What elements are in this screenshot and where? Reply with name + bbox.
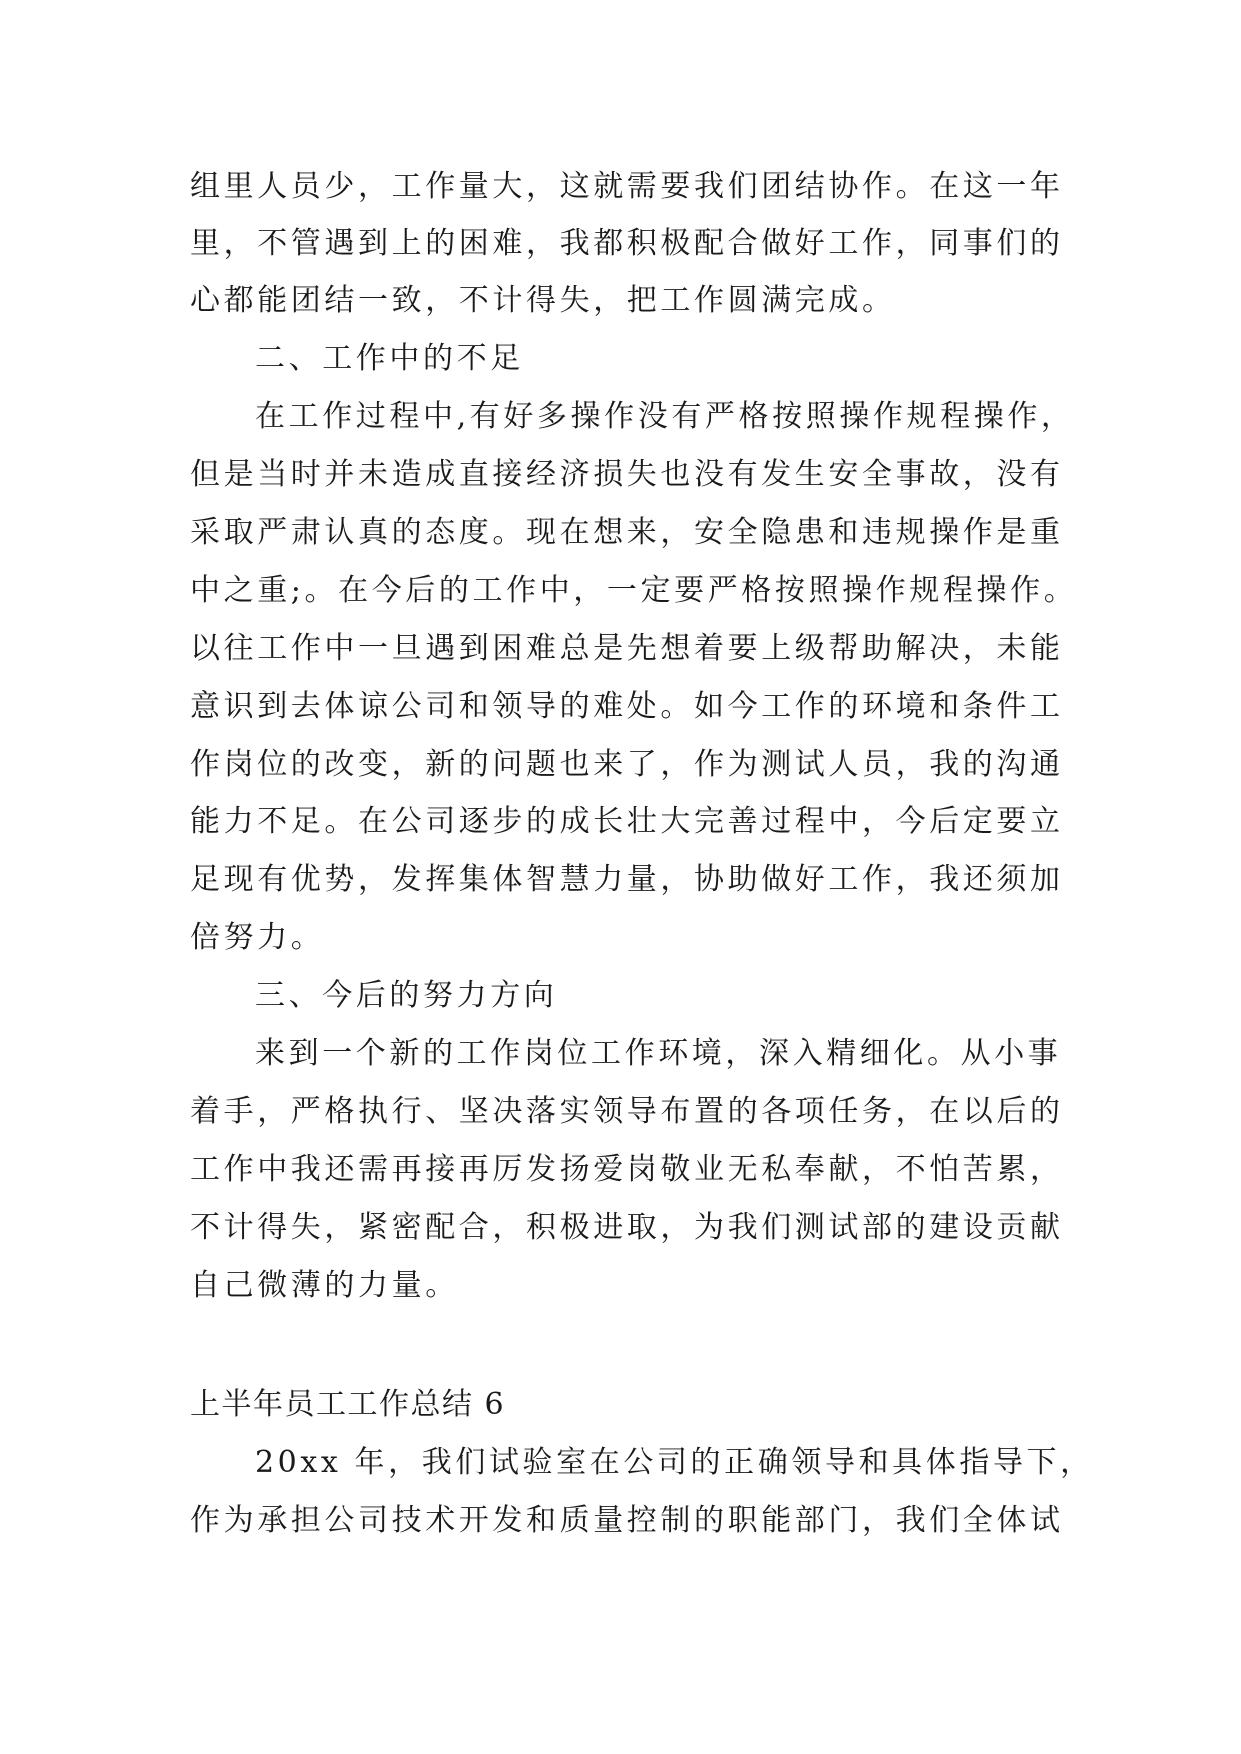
paragraph-line: 以往工作中一旦遇到困难总是先想着要上级帮助解决，未能 xyxy=(190,631,1064,666)
paragraph-line: 意识到去体谅公司和领导的难处。如今工作的环境和条件工 xyxy=(190,689,1064,724)
paragraph-line: 心都能团结一致，不计得失，把工作圆满完成。 xyxy=(190,283,896,318)
paragraph-line: 倍努力。 xyxy=(190,920,325,955)
paragraph-line: 来到一个新的工作岗位工作环境，深入精细化。从小事 xyxy=(255,1036,1062,1071)
paragraph-line: 作岗位的改变，新的问题也来了，作为测试人员，我的沟通 xyxy=(190,747,1064,782)
paragraph-line: 在工作过程中,有好多操作没有严格按照操作规程操作， xyxy=(255,399,1075,434)
section-heading: 二、工作中的不足 xyxy=(255,341,524,376)
paragraph-line: 采取严肃认真的态度。现在想来，安全隐患和违规操作是重 xyxy=(190,515,1064,550)
paragraph-line: 能力不足。在公司逐步的成长壮大完善过程中，今后定要立 xyxy=(190,804,1064,839)
paragraph-line: 20xx 年，我们试验室在公司的正确领导和具体指导下， xyxy=(255,1445,1094,1480)
paragraph-line: 自己微薄的力量。 xyxy=(190,1268,459,1303)
paragraph-line: 足现有优势，发挥集体智慧力量，协助做好工作，我还须加 xyxy=(190,862,1064,897)
paragraph-line: 中之重;。在今后的工作中，一定要严格按照操作规程操作。 xyxy=(190,573,1078,608)
paragraph-line: 工作中我还需再接再厉发扬爱岗敬业无私奉献，不怕苦累， xyxy=(190,1152,1064,1187)
paragraph-line: 作为承担公司技术开发和质量控制的职能部门，我们全体试 xyxy=(190,1503,1064,1538)
paragraph-line: 不计得失，紧密配合，积极进取，为我们测试部的建设贡献 xyxy=(190,1210,1064,1245)
document-title: 上半年员工工作总结 6 xyxy=(190,1387,506,1422)
paragraph-line: 着手，严格执行、坚决落实领导布置的各项任务，在以后的 xyxy=(190,1094,1064,1129)
paragraph-line: 组里人员少，工作量大，这就需要我们团结协作。在这一年 xyxy=(190,169,1064,204)
section-heading: 三、今后的努力方向 xyxy=(255,978,558,1013)
paragraph-line: 里，不管遇到上的困难，我都积极配合做好工作，同事们的 xyxy=(190,226,1064,261)
paragraph-line: 但是当时并未造成直接经济损失也没有发生安全事故，没有 xyxy=(190,457,1064,492)
